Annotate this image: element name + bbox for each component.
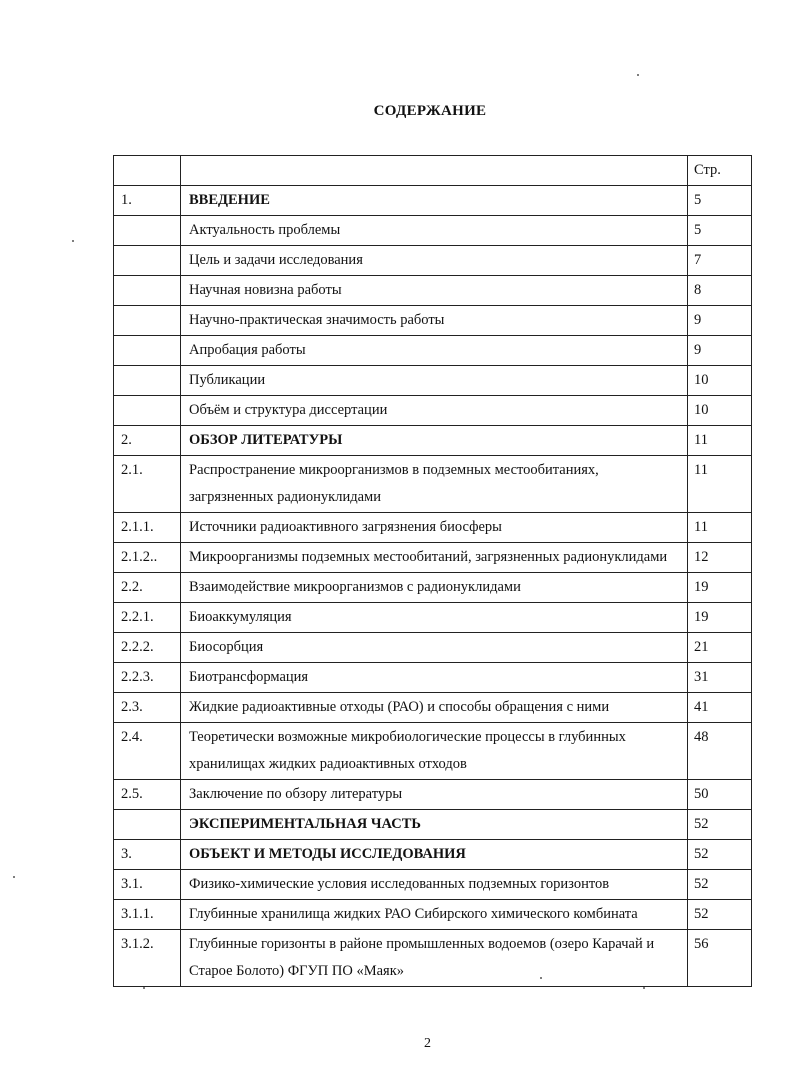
scan-speck [72,240,74,242]
toc-section-number: 2.2.3. [114,663,181,693]
toc-row [114,633,752,663]
toc-section-title: Апробация работы [181,336,688,366]
toc-section-title: ЭКСПЕРИМЕНТАЛЬНАЯ ЧАСТЬ [181,810,688,840]
toc-row [114,543,752,573]
toc-section-number: 2.2.2. [114,633,181,663]
toc-section-number: 2.2.1. [114,603,181,633]
toc-section-title: ОБЗОР ЛИТЕРАТУРЫ [181,426,688,456]
toc-section-number [114,336,181,366]
toc-row [114,603,752,633]
toc-row [114,276,752,306]
toc-row [114,396,752,426]
toc-section-title: Взаимодействие микроорганизмов с радионуклидами [181,573,688,603]
toc-row [114,216,752,246]
toc-section-number: 2.1.2.. [114,543,181,573]
toc-section-number: 3.1.2. [114,930,181,987]
toc-section-number: 3. [114,840,181,870]
page-title: СОДЕРЖАНИЕ [373,103,487,119]
toc-page-number: 52 [688,870,752,900]
toc-row [114,456,752,513]
toc-section-number [114,306,181,336]
toc-section-title: Заключение по обзору литературы [181,780,688,810]
toc-row [114,663,752,693]
toc-section-title: Распространение микроорганизмов в подземных местообитаниях, загрязненных радионуклидами [181,456,688,513]
toc-section-number [114,396,181,426]
toc-section-number [114,276,181,306]
toc-section-title: ВВЕДЕНИЕ [181,186,688,216]
toc-page-number: 31 [688,663,752,693]
toc-section-title: Объём и структура диссертации [181,396,688,426]
toc-section-number: 2. [114,426,181,456]
toc-section-title: Публикации [181,366,688,396]
toc-section-number [114,366,181,396]
toc-section-title: Жидкие радиоактивные отходы (РАО) и способы обращения с ними [181,693,688,723]
toc-section-number [114,810,181,840]
toc-row [114,306,752,336]
toc-page-number: 9 [688,306,752,336]
toc-page-number: 5 [688,186,752,216]
toc-page-number: 11 [688,513,752,543]
scan-speck [637,74,639,76]
toc-row [114,186,752,216]
toc-section-title: Биотрансформация [181,663,688,693]
toc-row [114,426,752,456]
toc-row [114,366,752,396]
page-number: 2 [424,1036,431,1051]
toc-page-number: 7 [688,246,752,276]
toc-page-number: 19 [688,573,752,603]
toc-page-number: 19 [688,603,752,633]
toc-section-number: 2.4. [114,723,181,780]
toc-row [114,870,752,900]
header-num-cell [114,156,181,186]
contents-table [113,155,752,987]
toc-section-number: 2.1. [114,456,181,513]
toc-section-title: Источники радиоактивного загрязнения биосферы [181,513,688,543]
toc-row [114,930,752,987]
toc-row [114,780,752,810]
toc-page-number: 10 [688,366,752,396]
toc-section-title: Биоаккумуляция [181,603,688,633]
toc-section-title: ОБЪЕКТ И МЕТОДЫ ИССЛЕДОВАНИЯ [181,840,688,870]
toc-section-title: Физико-химические условия исследованных подземных горизонтов [181,870,688,900]
toc-page-number: 11 [688,456,752,513]
toc-page-number: 52 [688,810,752,840]
toc-row [114,900,752,930]
header-page-cell: Стр. [688,156,752,186]
toc-section-number: 2.1.1. [114,513,181,543]
toc-section-title: Научная новизна работы [181,276,688,306]
toc-section-number: 3.1.1. [114,900,181,930]
toc-page-number: 8 [688,276,752,306]
toc-section-title: Биосорбция [181,633,688,663]
toc-row [114,810,752,840]
toc-page-number: 52 [688,840,752,870]
toc-row [114,840,752,870]
header-title-cell [181,156,688,186]
toc-row [114,693,752,723]
toc-page-number: 12 [688,543,752,573]
toc-section-title: Теоретически возможные микробиологические процессы в глубинных хранилищах жидких радиоактивных отходов [181,723,688,780]
toc-page-number: 11 [688,426,752,456]
toc-page-number: 52 [688,900,752,930]
toc-section-number [114,216,181,246]
toc-section-title: Научно-практическая значимость работы [181,306,688,336]
scan-speck [643,987,645,989]
scan-speck [13,876,15,878]
toc-page-number: 5 [688,216,752,246]
toc-page-number: 9 [688,336,752,366]
toc-section-title: Микроорганизмы подземных местообитаний, загрязненных радионуклидами [181,543,688,573]
toc-section-number [114,246,181,276]
toc-section-title: Цель и задачи исследования [181,246,688,276]
toc-page-number: 56 [688,930,752,987]
toc-page-number: 10 [688,396,752,426]
toc-row [114,336,752,366]
scan-speck [540,977,542,979]
toc-page-number: 21 [688,633,752,663]
toc-row [114,573,752,603]
toc-page-number: 48 [688,723,752,780]
toc-page-number: 41 [688,693,752,723]
table-header-row [114,156,752,186]
toc-section-title: Глубинные горизонты в районе промышленных водоемов (озеро Карачай и Старое Болото) ФГУП ПО «Маяк» [181,930,688,987]
toc-row [114,246,752,276]
toc-section-number: 3.1. [114,870,181,900]
toc-section-number: 2.2. [114,573,181,603]
toc-section-number: 1. [114,186,181,216]
toc-section-title: Актуальность проблемы [181,216,688,246]
toc-row [114,723,752,780]
toc-row [114,513,752,543]
toc-section-number: 2.5. [114,780,181,810]
toc-page-number: 50 [688,780,752,810]
toc-section-number: 2.3. [114,693,181,723]
toc-section-title: Глубинные хранилища жидких РАО Сибирского химического комбината [181,900,688,930]
scan-speck [143,987,145,989]
